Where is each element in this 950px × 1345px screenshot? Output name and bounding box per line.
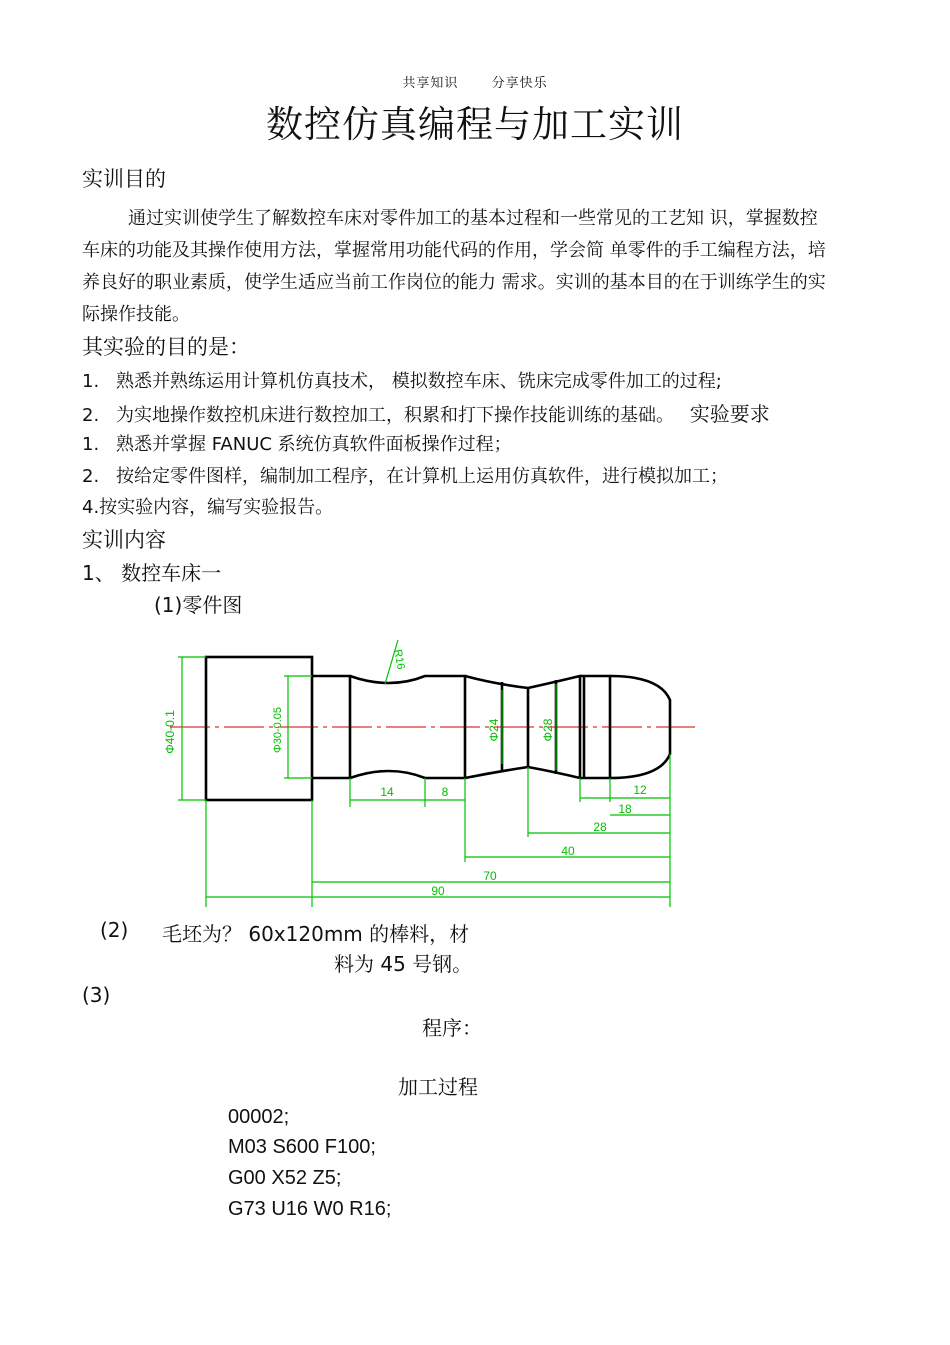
header-left: 共享知识 (402, 76, 459, 91)
part-drawing-label: (1)零件图 (154, 593, 243, 617)
blank-text-1: 毛坯为？ 60x120mm 的棒料，材 (162, 922, 470, 946)
dim-len-14: 14 (380, 785, 394, 799)
step3-num: (3) (82, 983, 111, 1007)
process-label: 加工过程 (398, 1075, 478, 1099)
experiment-heading: 其实验的目的是： (82, 335, 250, 359)
dim-len-90: 90 (431, 884, 445, 898)
dim-len-28: 28 (593, 820, 607, 834)
dim-d40: Φ40-0.1 (163, 710, 177, 754)
part-drawing (150, 632, 710, 912)
item-number: 2. (82, 405, 100, 426)
purpose-heading: 实训目的 (82, 167, 166, 191)
requirement-item-2 (82, 462, 728, 488)
requirement-item-1 (82, 430, 512, 456)
content-heading: 实训内容 (82, 528, 166, 552)
item-number: 2. (82, 466, 100, 487)
experiment-item-1 (82, 367, 722, 393)
purpose-paragraph: 通过实训使学生了解数控车床对零件加工的基本过程和一些常见的工艺知 识，掌握数控车床的功能及其操作使用方法，掌握常用功能代码的作用，学会简 单零件的手工编程方法，培养良好的职业素质，使学生适应当前工作岗位的能力 需求。实训的基本目的在于训练学生的实际操作技能。 (82, 208, 826, 325)
lathe-item: 1、 数控车床一 (82, 561, 222, 585)
item-text: 熟悉并熟练运用计算机仿真技术， 模拟数控车床、铣床完成零件加工的过程; (116, 371, 722, 392)
document-title: 数控仿真编程与加工实训 (266, 103, 684, 146)
item-number: 1. (82, 434, 100, 455)
item-text: 按给定零件图样，编制加工程序，在计算机上运用仿真软件，进行模拟加工； (116, 466, 728, 487)
item-text: 为实地操作数控机床进行数控加工，积累和打下操作技能训练的基础。 (116, 405, 674, 426)
dim-len-8: 8 (441, 785, 449, 799)
program-label: 程序： (422, 1016, 482, 1040)
item-number: 1. (82, 371, 100, 392)
page-header (0, 72, 950, 91)
dimension-lines (178, 640, 670, 907)
header-right: 分享快乐 (491, 76, 548, 91)
dim-d28: Φ28 (541, 718, 555, 742)
blank-num: (2) (100, 918, 129, 942)
program-line-4: G73 U16 W0 R16; (228, 1198, 392, 1220)
requirements-heading: 实验要求 (689, 402, 770, 426)
program-line-2: M03 S600 F100; (228, 1136, 376, 1158)
program-line-3: G00 X52 Z5; (228, 1167, 342, 1189)
dim-r16: R16 (391, 648, 407, 671)
dim-d30: Φ30-0.05 (272, 706, 284, 754)
experiment-item-2 (82, 398, 770, 427)
blank-text-2: 料为 45 号钢。 (334, 952, 473, 976)
dim-len-12: 12 (633, 783, 647, 797)
item-text: 4.按实验内容，编写实验报告。 (82, 497, 334, 518)
item-text: 熟悉并掌握 FANUC 系统仿真软件面板操作过程； (116, 434, 512, 455)
program-line-1: 00002; (228, 1106, 290, 1128)
dim-d24: Φ24 (487, 718, 501, 742)
dim-len-40: 40 (561, 844, 575, 858)
requirement-item-4 (82, 493, 333, 519)
dim-len-70: 70 (483, 869, 497, 883)
dim-len-18: 18 (618, 802, 632, 816)
